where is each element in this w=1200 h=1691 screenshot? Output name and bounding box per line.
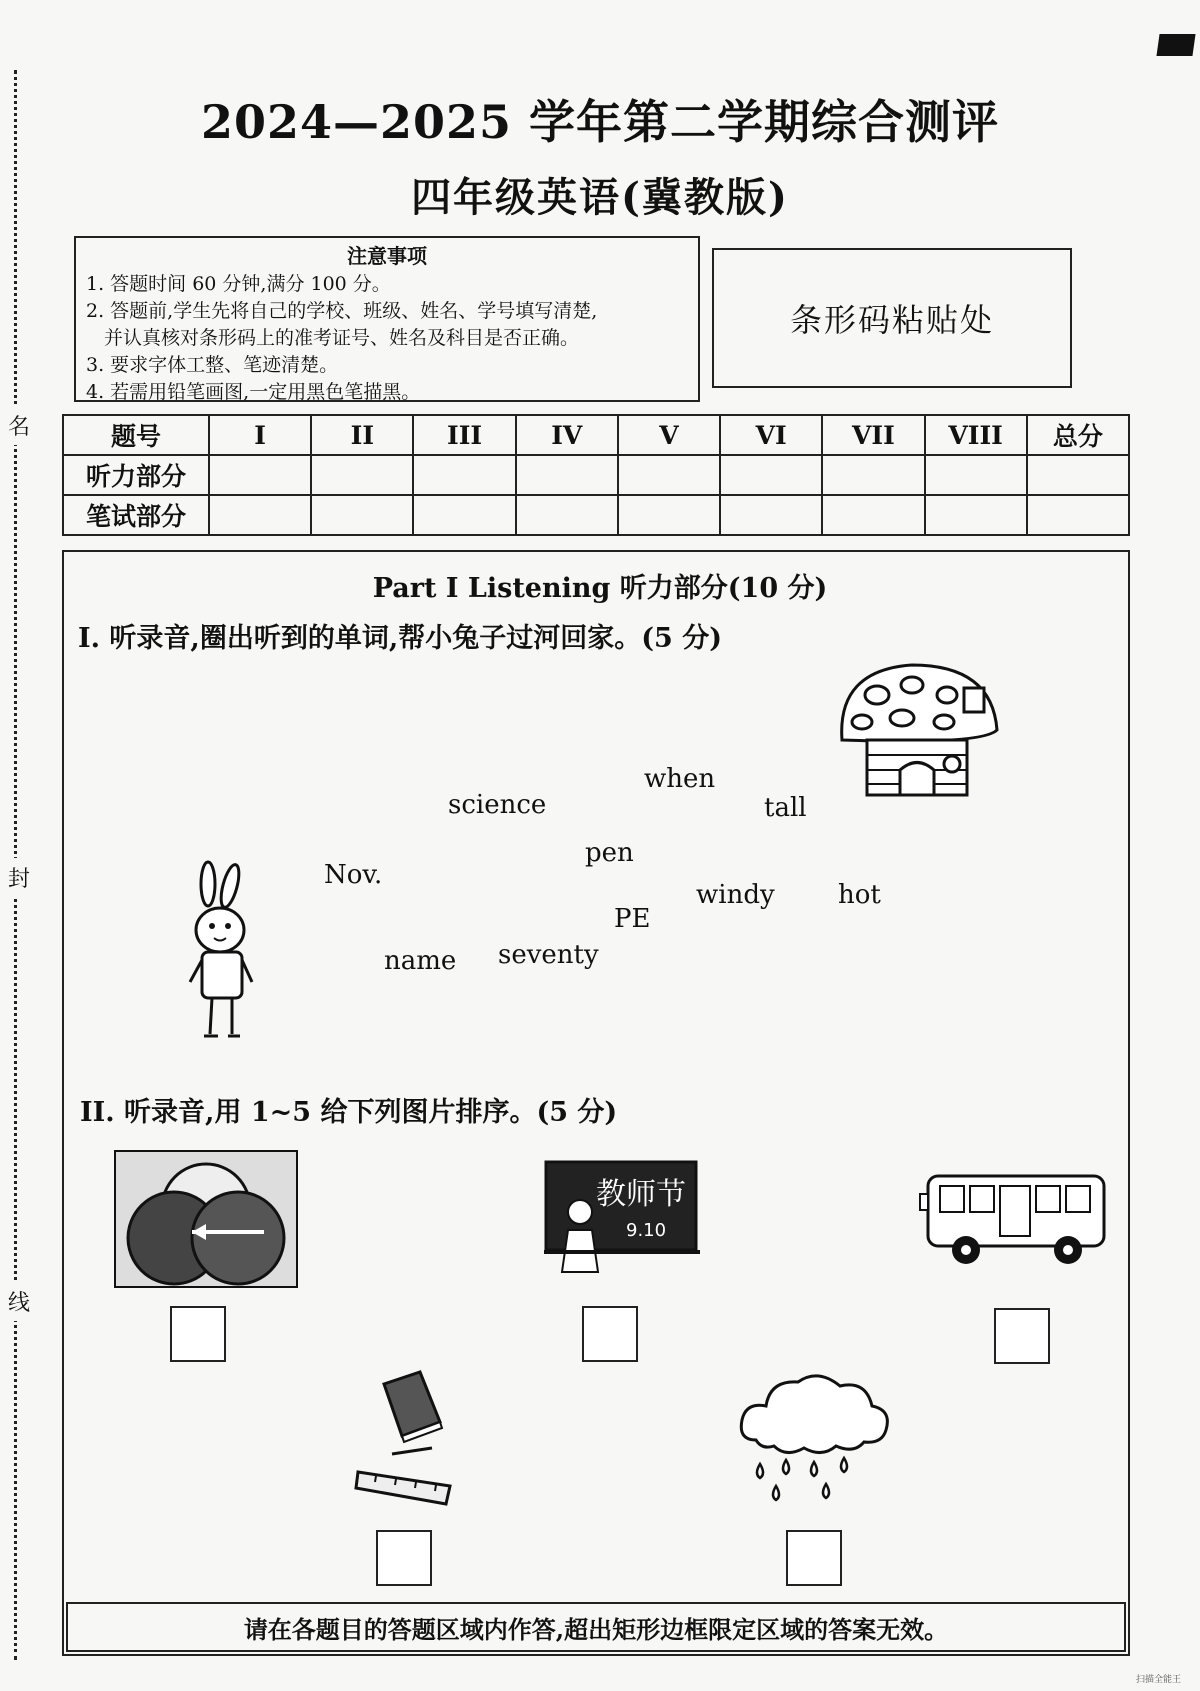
score-row-label: 笔试部分 bbox=[63, 495, 209, 535]
score-cell[interactable] bbox=[822, 455, 924, 495]
word-option[interactable]: seventy bbox=[498, 940, 599, 970]
order-answer-box[interactable] bbox=[582, 1306, 638, 1362]
footer-note: 请在各题目的答题区域内作答,超出矩形边框限定区域的答案无效。 bbox=[66, 1602, 1126, 1652]
score-header-cell: I bbox=[209, 415, 311, 455]
order-answer-box[interactable] bbox=[376, 1530, 432, 1586]
side-label-name: 名 bbox=[8, 406, 30, 445]
score-cell[interactable] bbox=[516, 455, 618, 495]
order-answer-box[interactable] bbox=[786, 1530, 842, 1586]
score-cell[interactable] bbox=[311, 455, 413, 495]
side-label-line: 线 bbox=[8, 1282, 30, 1321]
score-cell[interactable] bbox=[1027, 495, 1129, 535]
order-answer-box[interactable] bbox=[170, 1306, 226, 1362]
score-header-cell: VII bbox=[822, 415, 924, 455]
word-option[interactable]: windy bbox=[696, 880, 775, 910]
score-cell[interactable] bbox=[311, 495, 413, 535]
word-option[interactable]: name bbox=[384, 946, 457, 976]
bus-picture bbox=[918, 1170, 1108, 1270]
exam-subtitle: 四年级英语(冀教版) bbox=[411, 174, 789, 221]
exam-title: 2024—2025 学年第二学期综合测评 bbox=[200, 95, 1000, 149]
score-header-cell: IV bbox=[516, 415, 618, 455]
score-row-label: 听力部分 bbox=[63, 455, 209, 495]
score-header-cell: VIII bbox=[925, 415, 1027, 455]
score-cell[interactable] bbox=[209, 495, 311, 535]
word-option[interactable]: pen bbox=[585, 838, 634, 868]
score-cell[interactable] bbox=[822, 495, 924, 535]
word-option[interactable]: science bbox=[448, 790, 547, 820]
part1-title: Part I Listening 听力部分(10 分) bbox=[372, 573, 828, 604]
rabbit-icon bbox=[186, 862, 262, 1042]
score-table bbox=[62, 414, 1130, 536]
rain-cloud-picture bbox=[736, 1370, 892, 1506]
score-header-cell: VI bbox=[720, 415, 822, 455]
score-header-cell: 题号 bbox=[63, 415, 209, 455]
score-cell[interactable] bbox=[1027, 455, 1129, 495]
score-row-writing bbox=[63, 495, 1129, 535]
notice-item: 3. 要求字体工整、笔迹清楚。 bbox=[86, 354, 339, 376]
score-header-cell: II bbox=[311, 415, 413, 455]
notice-item: 2. 答题前,学生先将自己的学校、班级、姓名、学号填写清楚, bbox=[86, 300, 598, 322]
word-option[interactable]: tall bbox=[764, 793, 807, 823]
score-cell[interactable] bbox=[516, 495, 618, 535]
color-circles-picture bbox=[114, 1150, 298, 1288]
blackboard-date: 9.10 bbox=[626, 1220, 667, 1241]
scanner-watermark: 扫描全能王 bbox=[1136, 1675, 1182, 1685]
score-cell[interactable] bbox=[618, 495, 720, 535]
score-header-row bbox=[63, 415, 1129, 455]
notice-title: 注意事项 bbox=[347, 244, 427, 268]
notice-box bbox=[74, 236, 700, 402]
corner-scan-mark bbox=[1156, 34, 1195, 56]
score-cell[interactable] bbox=[925, 455, 1027, 495]
notice-item: 1. 答题时间 60 分钟,满分 100 分。 bbox=[86, 273, 391, 295]
score-header-cell: V bbox=[618, 415, 720, 455]
q1-title: I. 听录音,圈出听到的单词,帮小兔子过河回家。(5 分) bbox=[78, 623, 722, 654]
score-cell[interactable] bbox=[720, 455, 822, 495]
book-and-ruler-picture bbox=[356, 1370, 456, 1506]
notice-item: 4. 若需用铅笔画图,一定用黑色笔描黑。 bbox=[86, 381, 421, 403]
side-label-seal: 封 bbox=[8, 858, 30, 897]
score-row-listening bbox=[63, 455, 1129, 495]
barcode-area: 条形码粘贴处 bbox=[712, 248, 1072, 388]
mushroom-house-icon bbox=[832, 660, 1002, 800]
q2-title: II. 听录音,用 1~5 给下列图片排序。(5 分) bbox=[80, 1097, 618, 1128]
blackboard-text: 教师节 bbox=[596, 1177, 686, 1212]
order-answer-box[interactable] bbox=[994, 1308, 1050, 1364]
word-option[interactable]: when bbox=[644, 764, 716, 794]
word-option[interactable]: Nov. bbox=[324, 860, 383, 890]
score-cell[interactable] bbox=[209, 455, 311, 495]
score-cell[interactable] bbox=[413, 495, 515, 535]
word-option[interactable]: hot bbox=[838, 880, 881, 910]
score-cell[interactable] bbox=[413, 455, 515, 495]
score-header-cell: III bbox=[413, 415, 515, 455]
score-cell[interactable] bbox=[618, 455, 720, 495]
notice-item: 并认真核对条形码上的准考证号、姓名及科目是否正确。 bbox=[104, 327, 580, 349]
score-cell[interactable] bbox=[925, 495, 1027, 535]
score-cell[interactable] bbox=[720, 495, 822, 535]
teachers-day-blackboard-picture bbox=[544, 1160, 700, 1278]
word-option[interactable]: PE bbox=[614, 904, 651, 934]
score-header-cell: 总分 bbox=[1027, 415, 1129, 455]
